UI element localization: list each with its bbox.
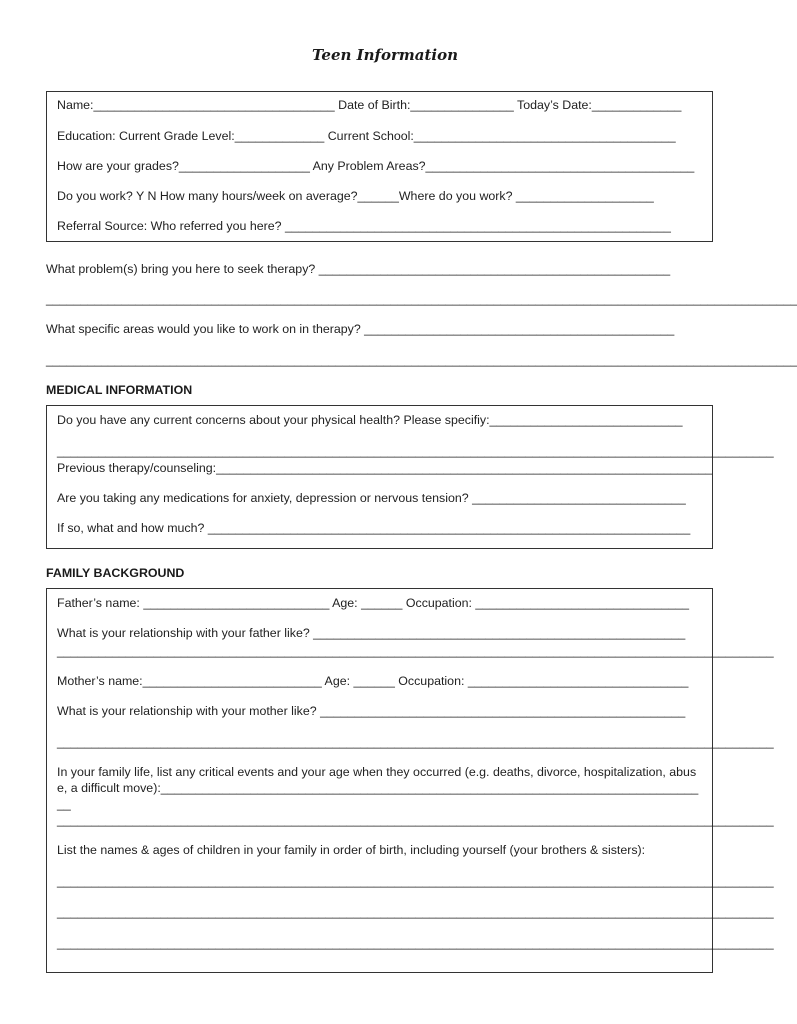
health-concerns-question[interactable]: Do you have any current concerns about your physical health? Please specifiy:____________________________ [57, 413, 683, 427]
education-row[interactable]: Education: Current Grade Level:_____________ Current School:______________________________________ [57, 129, 676, 143]
medications-question[interactable]: Are you taking any medications for anxiety, depression or nervous tension? _______________________________ [57, 491, 686, 505]
children-question: List the names & ages of children in your family in order of birth, including yourself (your brothers & sisters): [57, 843, 646, 857]
problems-question[interactable]: What problem(s) bring you here to seek therapy? ___________________________________________________ [46, 262, 671, 276]
father-row[interactable]: Father’s name: ___________________________ Age: ______ Occupation: _______________________________ [57, 596, 690, 610]
referral-row[interactable]: Referral Source: Who referred you here? ________________________________________________________ [57, 219, 671, 233]
critical-events-question[interactable]: In your family life, list any critical events and your age when they occurred (e.g. deaths, divorce, hospitalization, abuse, a difficult move):________________________________________________________________________________ [57, 765, 699, 811]
work-row[interactable]: Do you work? Y N How many hours/week on average?______Where do you work? ____________________ [57, 189, 654, 203]
mother-relationship-answer-line[interactable]: ________________________________________________________________________________________________________ [57, 735, 774, 749]
health-concerns-answer-line[interactable]: ________________________________________________________________________________________________________ [57, 444, 774, 458]
form-title: Teen Information [311, 46, 459, 64]
previous-therapy-field[interactable]: Previous therapy/counseling:________________________________________________________________________ [57, 461, 713, 475]
children-answer-line-1[interactable]: ________________________________________________________________________________________________________ [57, 874, 774, 888]
medical-heading: MEDICAL INFORMATION [46, 383, 193, 397]
grades-row[interactable]: How are your grades?___________________ Any Problem Areas?_______________________________________ [57, 159, 695, 173]
children-answer-line-2[interactable]: ________________________________________________________________________________________________________ [57, 905, 774, 919]
problems-answer-line[interactable]: _____________________________________________________________________________________________________________ [46, 292, 797, 306]
critical-events-answer-line[interactable]: ________________________________________________________________________________________________________ [57, 813, 774, 827]
children-answer-line-3[interactable]: ________________________________________________________________________________________________________ [57, 936, 774, 950]
areas-question[interactable]: What specific areas would you like to work on in therapy? _____________________________________________ [46, 322, 675, 336]
areas-answer-line[interactable]: _____________________________________________________________________________________________________________ [46, 353, 797, 367]
name-dob-date-row[interactable]: Name:___________________________________ Date of Birth:_______________ Today’s Date:_____________ [57, 98, 682, 112]
mother-row[interactable]: Mother’s name:__________________________ Age: ______ Occupation: ________________________________ [57, 674, 689, 688]
father-relationship-question[interactable]: What is your relationship with your father like? ______________________________________________________ [57, 626, 686, 640]
mother-relationship-question[interactable]: What is your relationship with your mother like? _____________________________________________________ [57, 704, 686, 718]
medications-amount-field[interactable]: If so, what and how much? ______________________________________________________________________ [57, 521, 691, 535]
family-heading: FAMILY BACKGROUND [46, 566, 185, 580]
father-relationship-answer-line[interactable]: ________________________________________________________________________________________________________ [57, 644, 774, 658]
